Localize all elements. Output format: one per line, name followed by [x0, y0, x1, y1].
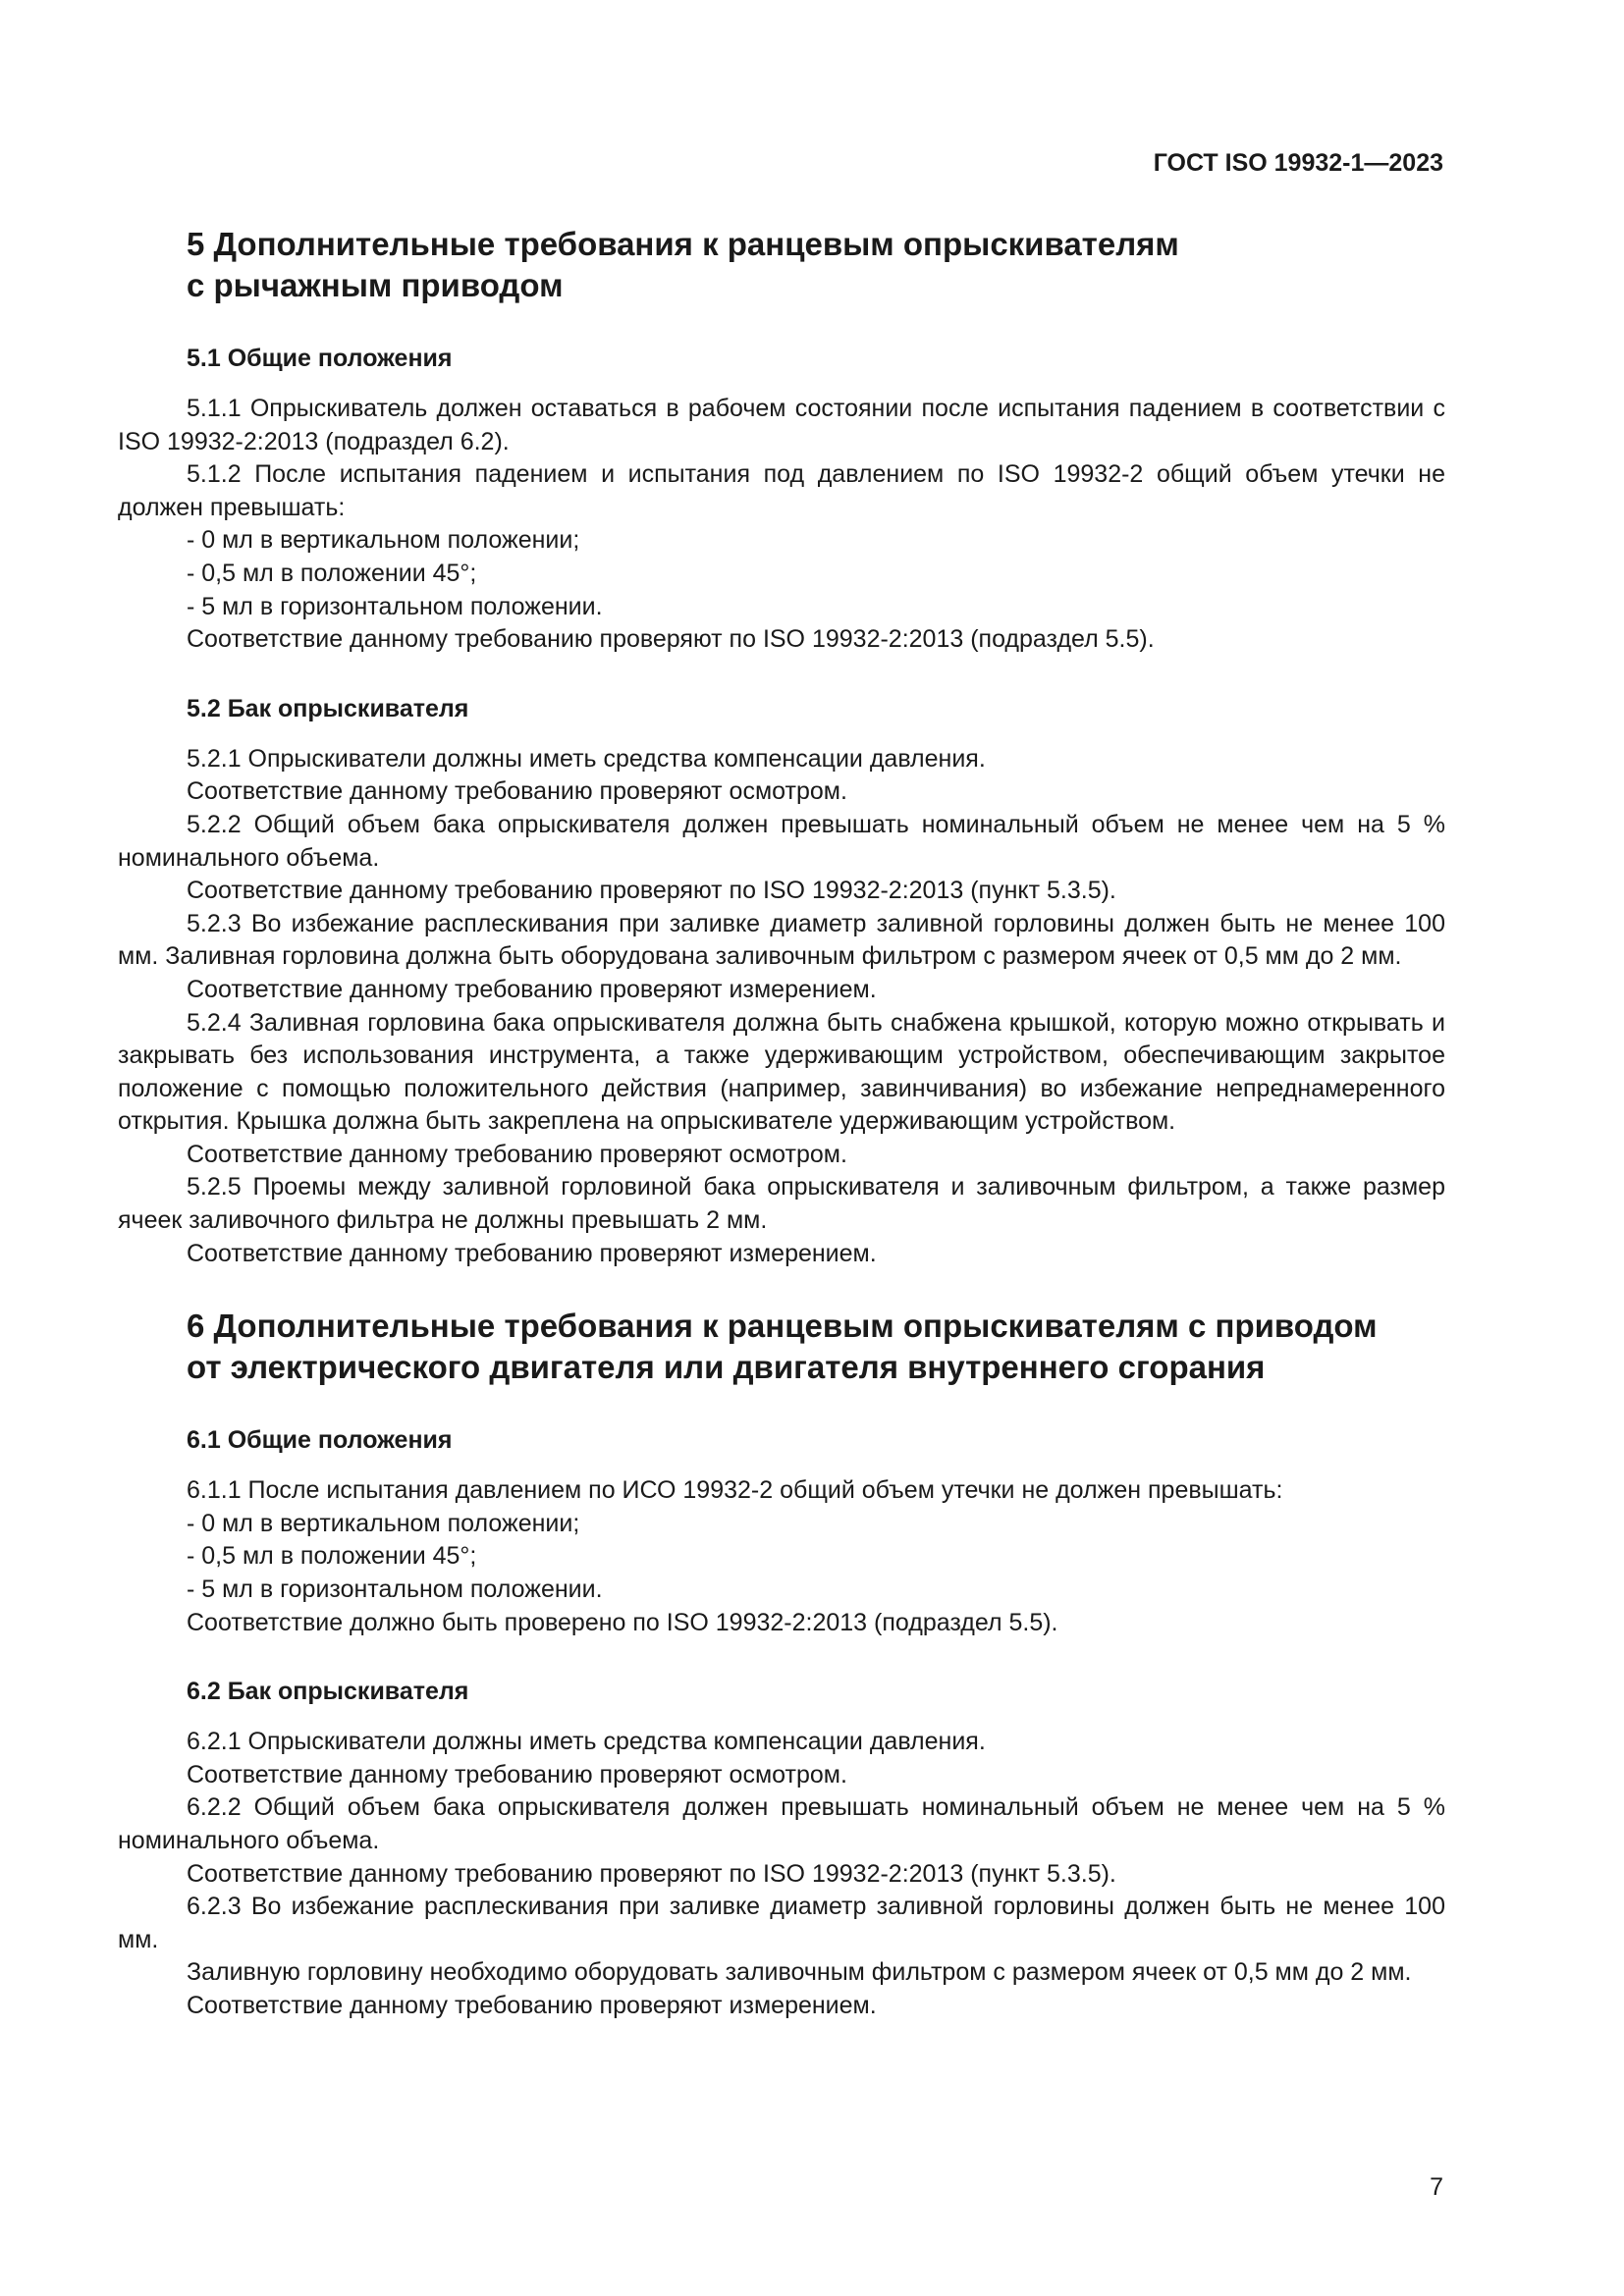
paragraph: Заливную горловину необходимо оборудовать заливочным фильтром с размером ячеек от 0,5 мм до 2 мм. — [187, 1958, 1412, 1987]
page-content — [118, 224, 1445, 2023]
paragraph: 5.2.5 Проемы между заливной горловиной бака опрыскивателя и заливочным фильтром, а также размер ячеек заливочного фильтра не должны превышать 2 мм. — [118, 1173, 1445, 1235]
paragraph: 6.2.1 Опрыскиватели должны иметь средства компенсации давления. — [187, 1728, 986, 1756]
paragraph: Соответствие должно быть проверено по ISO 19932-2:2013 (подраздел 5.5). — [187, 1608, 1058, 1636]
section-5-title-line1: 5 Дополнительные требования к ранцевым опрыскивателям — [187, 226, 1179, 262]
section-6-title-line1: 6 Дополнительные требования к ранцевым опрыскивателям с приводом — [187, 1308, 1378, 1345]
paragraph: 5.1.2 После испытания падением и испытания под давлением по ISO 19932-2 общий объем утечки не должен превышать: — [118, 460, 1445, 521]
list-item: - 0,5 мл в положении 45°; — [187, 559, 477, 587]
paragraph: 5.2.2 Общий объем бака опрыскивателя должен превышать номинальный объем не менее чем на 5 % номинального объема. — [118, 810, 1445, 872]
list-item: - 0 мл в вертикальном положении; — [187, 526, 580, 555]
paragraph: 6.2.3 Во избежание расплескивания при заливке диаметр заливной горловины должен быть не менее 100 мм. — [118, 1893, 1445, 1953]
subsection-6-1-title: 6.1 Общие положения — [187, 1426, 453, 1455]
paragraph: Соответствие данному требованию проверяют осмотром. — [187, 1140, 847, 1168]
subsection-5-2-title: 5.2 Бак опрыскивателя — [187, 694, 469, 722]
paragraph: 5.1.1 Опрыскиватель должен оставаться в рабочем состоянии после испытания падением в соответствии с ISO 19932-2:2013 (подраздел 6.2). — [118, 395, 1445, 455]
paragraph: Соответствие данному требованию проверяют осмотром. — [187, 1760, 847, 1789]
paragraph: Соответствие данному требованию проверяют измерением. — [187, 975, 877, 1003]
list-item: - 5 мл в горизонтальном положении. — [187, 592, 603, 620]
paragraph: Соответствие данному требованию проверяют по ISO 19932-2:2013 (подраздел 5.5). — [187, 625, 1155, 654]
paragraph: Соответствие данному требованию проверяют измерением. — [187, 1239, 877, 1267]
subsection-6-2-title: 6.2 Бак опрыскивателя — [187, 1678, 469, 1706]
subsection-5-1-title: 5.1 Общие положения — [187, 345, 453, 372]
page-number: 7 — [1430, 2173, 1443, 2201]
section-5-title-line2: с рычажным приводом — [187, 267, 564, 303]
paragraph: 6.2.2 Общий объем бака опрыскивателя должен превышать номинальный объем не менее чем на 5 % номинального объема. — [118, 1793, 1445, 1854]
section-6-title-line2: от электрического двигателя или двигателя внутреннего сгорания — [187, 1349, 1266, 1386]
paragraph: Соответствие данному требованию проверяют по ISO 19932-2:2013 (пункт 5.3.5). — [187, 877, 1116, 905]
section-5-title — [118, 224, 1445, 306]
list-item: - 0 мл в вертикальном положении; — [187, 1509, 580, 1537]
paragraph: Соответствие данному требованию проверяют осмотром. — [187, 777, 847, 806]
list-item: - 5 мл в горизонтальном положении. — [187, 1575, 603, 1604]
paragraph: Соответствие данному требованию проверяют по ISO 19932-2:2013 (пункт 5.3.5). — [187, 1859, 1116, 1888]
section-6-title — [118, 1306, 1445, 1388]
paragraph: 5.2.3 Во избежание расплескивания при заливке диаметр заливной горловины должен быть не менее 100 мм. Заливная горловина должна быть оборудована заливочным фильтром с размером ячеек от 0,5 мм до 2 мм. — [118, 909, 1445, 971]
paragraph: Соответствие данному требованию проверяют измерением. — [187, 1991, 877, 2019]
document-code-header: ГОСТ ISO 19932-1—2023 — [1153, 149, 1443, 177]
list-item: - 0,5 мл в положении 45°; — [187, 1542, 477, 1571]
paragraph: 5.2.4 Заливная горловина бака опрыскивателя должна быть снабжена крышкой, которую можно открывать и закрывать без использования инструмента, а также удерживающим устройством, обеспечивающим закрытое положение с помощью положительного действия (например, завинчивания) во избежание непреднамеренного открытия. Крышка должна быть закреплена на опрыскивателе удерживающим устройством. — [118, 1008, 1445, 1136]
paragraph: 5.2.1 Опрыскиватели должны иметь средства компенсации давления. — [187, 744, 986, 773]
paragraph: 6.1.1 После испытания давлением по ИСО 19932-2 общий объем утечки не должен превышать: — [187, 1476, 1283, 1505]
